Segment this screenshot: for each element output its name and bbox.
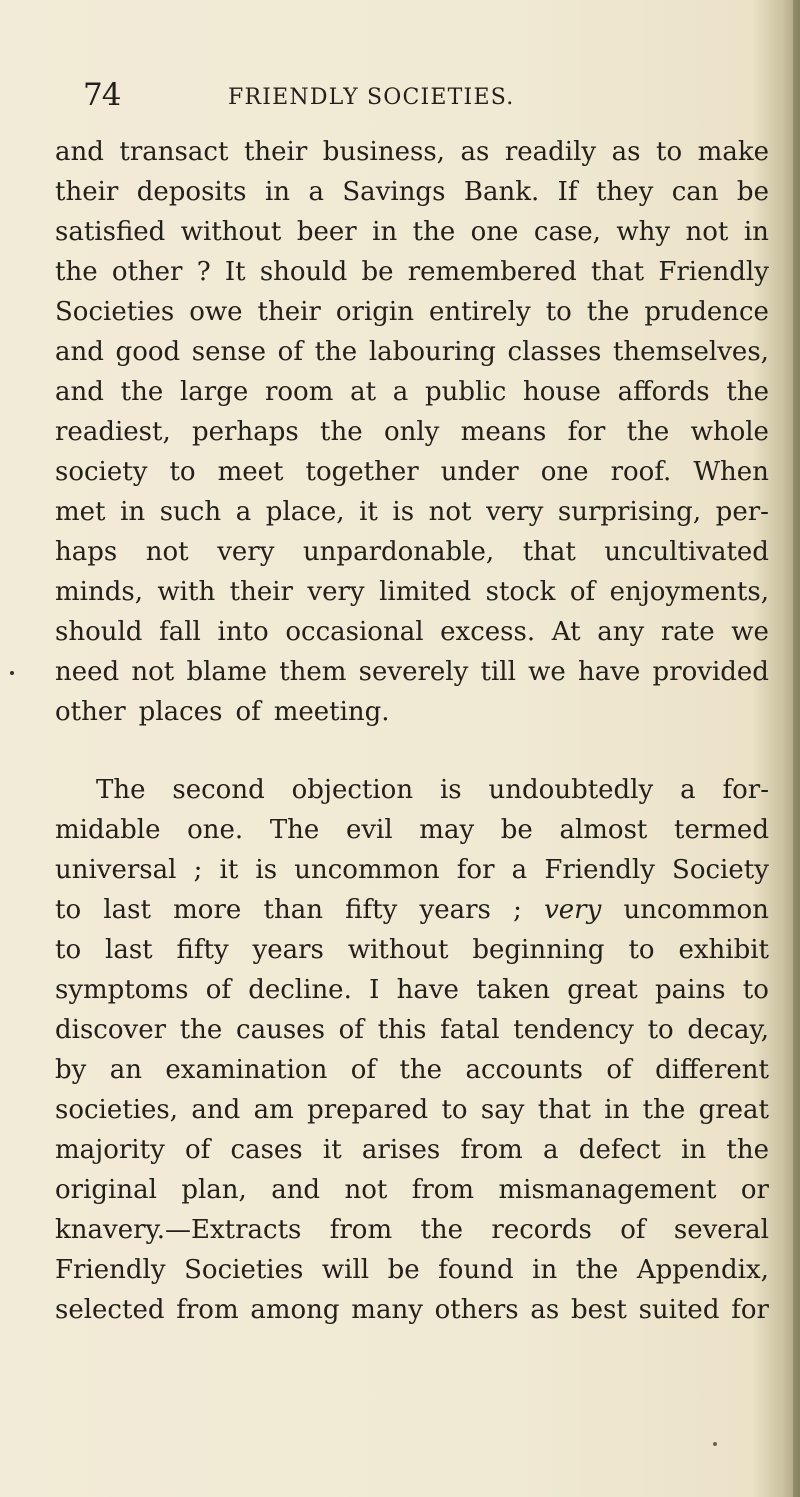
word: it xyxy=(359,497,378,527)
word: that xyxy=(590,257,645,287)
word: knavery.—Extracts xyxy=(55,1215,302,1245)
word: When xyxy=(693,457,769,487)
word: objection xyxy=(291,775,414,805)
word: such xyxy=(159,497,222,527)
word: in xyxy=(532,1255,558,1285)
word: it xyxy=(322,1135,342,1165)
word: the xyxy=(179,1015,223,1045)
word: they xyxy=(595,177,654,207)
word: symptoms xyxy=(55,975,189,1005)
word: fifty xyxy=(176,935,229,965)
word: than xyxy=(263,895,323,925)
paragraph-gap xyxy=(55,732,769,770)
word: blame xyxy=(186,657,267,687)
word: causes xyxy=(236,1015,325,1045)
text-line xyxy=(55,412,769,452)
word: discover xyxy=(55,1015,167,1045)
word: almost xyxy=(559,815,648,845)
text-line xyxy=(55,532,769,572)
word: a xyxy=(392,377,409,407)
word: to xyxy=(55,935,82,965)
word: or xyxy=(740,1175,769,1205)
word: suited xyxy=(638,1295,720,1325)
text-line xyxy=(55,1250,769,1290)
word: other xyxy=(55,697,126,727)
word: be xyxy=(387,1255,420,1285)
text-line xyxy=(55,1130,769,1170)
word: affords xyxy=(617,377,710,407)
word: and xyxy=(271,1175,321,1205)
word: plan, xyxy=(181,1175,247,1205)
word: be xyxy=(361,257,394,287)
text-line xyxy=(55,372,769,412)
word: of xyxy=(185,1135,211,1165)
word: one xyxy=(540,457,589,487)
word: the xyxy=(726,1135,769,1165)
word: perhaps xyxy=(192,417,299,447)
word: by xyxy=(55,1055,87,1085)
text-line xyxy=(55,1090,769,1130)
word: as xyxy=(530,1295,560,1325)
word: years xyxy=(252,935,324,965)
text-line xyxy=(55,212,769,252)
word: many xyxy=(351,1295,423,1325)
word: mismanagement xyxy=(498,1175,717,1205)
word: I xyxy=(369,975,380,1005)
word: accounts xyxy=(465,1055,583,1085)
word: public xyxy=(425,377,507,407)
word: severely xyxy=(358,657,469,687)
word: best xyxy=(571,1295,627,1325)
word: with xyxy=(157,577,216,607)
word: very xyxy=(486,497,544,527)
word: Societies xyxy=(55,297,175,327)
word: arises xyxy=(361,1135,441,1165)
word: should xyxy=(55,617,143,647)
word: for- xyxy=(722,775,769,805)
paragraph-2 xyxy=(55,770,769,1330)
word: years xyxy=(419,895,491,925)
word: of xyxy=(205,975,231,1005)
paragraph-1 xyxy=(55,132,769,732)
word: examination xyxy=(165,1055,328,1085)
word: a xyxy=(680,775,696,805)
word: uncommon xyxy=(294,855,440,885)
scan-speck xyxy=(713,1442,717,1446)
word: majority xyxy=(55,1135,165,1165)
word: from xyxy=(411,1175,475,1205)
word: is xyxy=(392,497,415,527)
word: not xyxy=(145,537,189,567)
word: to xyxy=(441,1095,468,1125)
word: great xyxy=(567,975,638,1005)
word: The xyxy=(269,815,320,845)
word: can xyxy=(671,177,719,207)
word: to xyxy=(169,457,196,487)
word: records xyxy=(491,1215,592,1245)
word: last xyxy=(105,935,153,965)
word: a xyxy=(511,855,528,885)
word: from xyxy=(176,1295,239,1325)
word: labouring xyxy=(368,337,496,367)
word: other xyxy=(111,257,183,287)
word: unpardonable, xyxy=(302,537,495,567)
word: the xyxy=(726,377,769,407)
word: ? xyxy=(196,257,211,287)
text-line xyxy=(55,612,769,652)
word: readiest, xyxy=(55,417,171,447)
word: satisfied xyxy=(55,217,166,247)
word: found xyxy=(438,1255,514,1285)
word: one xyxy=(470,217,519,247)
word: more xyxy=(173,895,242,925)
page-number: 74 xyxy=(83,77,121,113)
text-line xyxy=(55,292,769,332)
word: their xyxy=(257,297,321,327)
word: in xyxy=(604,1095,630,1125)
word: It xyxy=(224,257,246,287)
word: into xyxy=(217,617,269,647)
word: one. xyxy=(187,815,244,845)
word: ; xyxy=(513,895,522,925)
word: very xyxy=(217,537,275,567)
word: we xyxy=(731,617,769,647)
word: in xyxy=(372,217,398,247)
word: to xyxy=(628,935,655,965)
word: for xyxy=(567,417,606,447)
word: readily xyxy=(504,137,597,167)
word: beginning xyxy=(472,935,605,965)
word: At xyxy=(551,617,581,647)
word: Friendly xyxy=(658,257,769,287)
word: termed xyxy=(674,815,769,845)
word: that xyxy=(522,537,576,567)
word: from xyxy=(329,1215,393,1245)
word: uncommon xyxy=(623,895,769,925)
body-text xyxy=(55,132,769,1330)
text-line xyxy=(55,132,769,172)
word: without xyxy=(347,935,449,965)
word: The xyxy=(96,775,146,805)
word: classes xyxy=(507,337,602,367)
word: we xyxy=(528,657,566,687)
word: that xyxy=(537,1095,591,1125)
word: occasional xyxy=(285,617,424,647)
word: uncultivated xyxy=(604,537,769,567)
word: different xyxy=(655,1055,769,1085)
word: the xyxy=(575,1255,619,1285)
word: not xyxy=(685,217,729,247)
word: not xyxy=(131,657,175,687)
word: have xyxy=(396,975,459,1005)
word: may xyxy=(419,815,475,845)
word: meet xyxy=(217,457,284,487)
word: be xyxy=(500,815,533,845)
word: and xyxy=(191,1095,241,1125)
word: Appendix, xyxy=(636,1255,769,1285)
word: meeting. xyxy=(273,697,390,727)
word: societies, xyxy=(55,1095,179,1125)
word: of xyxy=(620,1215,646,1245)
word: means xyxy=(460,417,547,447)
word: make xyxy=(697,137,769,167)
word: Savings xyxy=(342,177,446,207)
text-line xyxy=(55,492,769,532)
word: to xyxy=(647,1015,674,1045)
word: deposits xyxy=(136,177,247,207)
word: in xyxy=(264,177,291,207)
word: provided xyxy=(652,657,769,687)
word: of xyxy=(569,577,596,607)
word: the xyxy=(626,417,670,447)
word: Societies xyxy=(184,1255,304,1285)
text-line xyxy=(55,930,769,970)
word: taken xyxy=(476,975,551,1005)
word: fall xyxy=(159,617,201,647)
word: their xyxy=(55,177,119,207)
word: an xyxy=(109,1055,142,1085)
word: great xyxy=(698,1095,769,1125)
word: of xyxy=(338,1015,364,1045)
word: should xyxy=(259,257,348,287)
word: the xyxy=(420,1215,464,1245)
word: pains xyxy=(654,975,726,1005)
word: selected xyxy=(55,1295,165,1325)
word: cases xyxy=(230,1135,303,1165)
word: to xyxy=(545,297,572,327)
word: undoubtedly xyxy=(488,775,654,805)
text-line xyxy=(55,692,769,732)
word: Society xyxy=(672,855,769,885)
word: be xyxy=(736,177,769,207)
word: their xyxy=(229,577,293,607)
word: it xyxy=(219,855,239,885)
word: a xyxy=(543,1135,559,1165)
text-line xyxy=(55,1210,769,1250)
word: from xyxy=(460,1135,523,1165)
text-line xyxy=(55,970,769,1010)
word: large xyxy=(179,377,249,407)
word: very xyxy=(307,577,365,607)
word: for xyxy=(731,1295,769,1325)
word: sense xyxy=(191,337,267,367)
word: to xyxy=(55,895,82,925)
word: am xyxy=(253,1095,294,1125)
text-line xyxy=(55,172,769,212)
word: others xyxy=(434,1295,519,1325)
word: why xyxy=(616,217,671,247)
word: If xyxy=(557,177,578,207)
word: midable xyxy=(55,815,161,845)
word: the xyxy=(586,297,630,327)
page-edge-shadow xyxy=(793,0,800,1497)
scan-speck xyxy=(10,671,14,675)
word: defect xyxy=(578,1135,661,1165)
word: only xyxy=(383,417,440,447)
word: in xyxy=(120,497,146,527)
text-line xyxy=(55,652,769,692)
word: not xyxy=(344,1175,388,1205)
word: the xyxy=(55,257,98,287)
word: haps xyxy=(55,537,118,567)
text-line xyxy=(55,770,769,810)
word: without xyxy=(180,217,282,247)
word: of xyxy=(606,1055,632,1085)
word: second xyxy=(172,775,265,805)
word: origin xyxy=(335,297,414,327)
word: at xyxy=(350,377,377,407)
text-line xyxy=(55,850,769,890)
word: need xyxy=(55,657,120,687)
word: entirely xyxy=(428,297,531,327)
word: society xyxy=(55,457,148,487)
word: of xyxy=(350,1055,377,1085)
word: rate xyxy=(660,617,715,647)
word: and xyxy=(55,377,104,407)
word: in xyxy=(681,1135,707,1165)
word: a xyxy=(308,177,324,207)
word: good xyxy=(115,337,181,367)
text-line xyxy=(55,252,769,292)
word: ; xyxy=(193,855,203,885)
word: room xyxy=(264,377,334,407)
text-line xyxy=(55,572,769,612)
word: say xyxy=(480,1095,525,1125)
word: business, xyxy=(322,137,445,167)
word: limited xyxy=(379,577,472,607)
italic-word: very xyxy=(544,895,602,925)
word: universal xyxy=(55,855,177,885)
word: of xyxy=(277,337,303,367)
word: any xyxy=(597,617,645,647)
text-line xyxy=(55,1290,769,1330)
word: case, xyxy=(533,217,601,247)
word: original xyxy=(55,1175,157,1205)
word: place, xyxy=(265,497,345,527)
word: as xyxy=(611,137,641,167)
word: roof. xyxy=(610,457,672,487)
word: their xyxy=(243,137,308,167)
word: fatal xyxy=(440,1015,500,1045)
running-head: FRIENDLY SOCIETIES. xyxy=(228,85,515,110)
word: and xyxy=(55,137,104,167)
word: enjoyments, xyxy=(609,577,769,607)
word: among xyxy=(250,1295,340,1325)
word: is xyxy=(439,775,462,805)
word: to xyxy=(656,137,683,167)
word: themselves, xyxy=(612,337,769,367)
word: not xyxy=(428,497,472,527)
word: owe xyxy=(189,297,243,327)
word: places xyxy=(138,697,223,727)
text-line xyxy=(55,890,769,930)
word: the xyxy=(320,417,363,447)
text-line xyxy=(55,1170,769,1210)
page-header xyxy=(83,78,553,118)
word: in xyxy=(743,217,769,247)
word: the xyxy=(642,1095,686,1125)
text-line xyxy=(55,452,769,492)
word: have xyxy=(578,657,641,687)
word: together xyxy=(305,457,419,487)
word: surprising, xyxy=(557,497,702,527)
word: a xyxy=(235,497,252,527)
word: house xyxy=(523,377,601,407)
word: excess. xyxy=(440,617,536,647)
word: to xyxy=(742,975,769,1005)
word: and xyxy=(55,337,104,367)
word: Bank. xyxy=(463,177,540,207)
word: prudence xyxy=(644,297,769,327)
word: the xyxy=(314,337,358,367)
word: fifty xyxy=(345,895,398,925)
word: last xyxy=(103,895,151,925)
word: prepared xyxy=(307,1095,429,1125)
word: minds, xyxy=(55,577,143,607)
word: remembered xyxy=(407,257,577,287)
word: Friendly xyxy=(55,1255,166,1285)
word: them xyxy=(279,657,347,687)
word: is xyxy=(255,855,278,885)
word: for xyxy=(456,855,495,885)
word: tendency xyxy=(513,1015,634,1045)
word: decline. xyxy=(248,975,352,1005)
word: transact xyxy=(119,137,229,167)
word: the xyxy=(120,377,164,407)
word: of xyxy=(235,697,261,727)
text-line xyxy=(55,1050,769,1090)
text-line xyxy=(55,810,769,850)
word: whole xyxy=(690,417,769,447)
word: Friendly xyxy=(544,855,655,885)
word: beer xyxy=(296,217,357,247)
word: the xyxy=(412,217,456,247)
text-line xyxy=(55,1010,769,1050)
word: exhibit xyxy=(678,935,769,965)
text-line xyxy=(55,332,769,372)
word: decay, xyxy=(687,1015,769,1045)
word: several xyxy=(673,1215,769,1245)
word: stock xyxy=(485,577,556,607)
word: the xyxy=(399,1055,443,1085)
word: under xyxy=(440,457,519,487)
word: as xyxy=(460,137,490,167)
word: till xyxy=(480,657,516,687)
word: will xyxy=(321,1255,370,1285)
word: per- xyxy=(715,497,769,527)
word: met xyxy=(55,497,106,527)
word: this xyxy=(377,1015,427,1045)
word: evil xyxy=(345,815,393,845)
